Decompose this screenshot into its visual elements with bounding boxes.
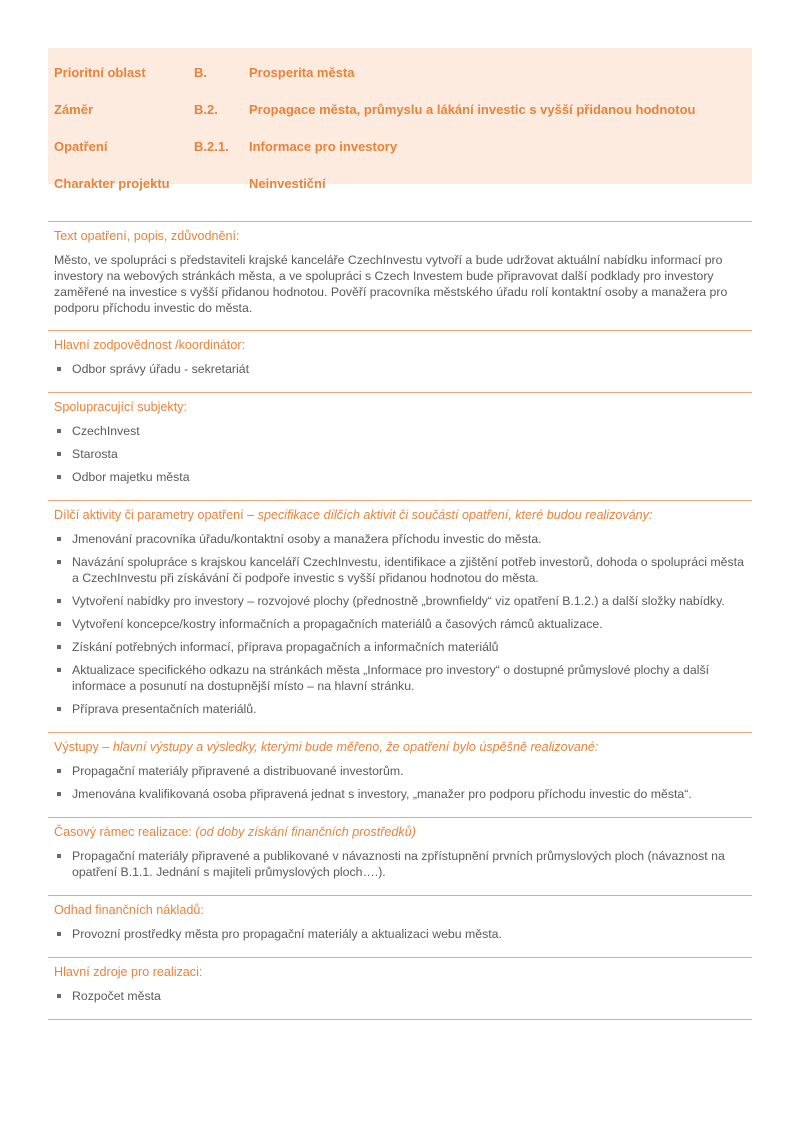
section-title [54,824,746,840]
list-item [54,616,746,632]
bullet-icon [57,429,61,433]
bullet-icon [57,537,61,541]
header-label: Záměr [54,102,94,117]
section-title-main: Dílčí aktivity či parametry opatření [54,508,244,522]
list-item [54,446,746,462]
list-item [54,469,746,485]
section-outputs [48,732,752,817]
bullet-list [54,423,746,485]
list-item-text: Starosta [72,447,118,461]
list-item-text: Příprava presentačních materiálů. [72,702,257,716]
header-label: Charakter projektu [54,176,170,191]
list-item-text: Aktualizace specifického odkazu na stránkách města „Informace pro investory“ o dostupné průmyslové plochy a další informace a posunutí na dostupnější místo – na hlavní stránku. [72,663,710,693]
section-activities [48,500,752,732]
header-row-intent [48,91,752,128]
list-item-text: Provozní prostředky města pro propagační materiály a aktualizaci webu města. [72,927,502,941]
list-item-text: Odbor majetku města [72,470,190,484]
section-title [54,739,746,755]
section-body-text: Město, ve spolupráci s představiteli krajské kanceláře CzechInvestu vytvoří a bude udržovat aktuální nabídku informací pro investory na webových stránkách města, a ve spolupráci s Czech Investem bude připravovat další podklady pro investory zaměřené na investice s vyšší přidanou hodnotou. Pověří pracovníka městského úřadu rolí kontaktní osoby a manažera pro podporu příchodu investic do města. [54,253,728,315]
list-item [54,926,746,942]
bullet-icon [57,599,61,603]
project-header-box [48,48,752,191]
header-row-measure [48,128,752,165]
header-value: Prosperita města [249,65,355,80]
list-item [54,701,746,717]
header-label: Opatření [54,139,108,154]
bullet-icon [57,622,61,626]
section-partners [48,392,752,500]
section-funding-sources [48,957,752,1020]
list-item [54,531,746,547]
list-item [54,639,746,655]
section-title-main: Časový rámec realizace: [54,825,192,839]
list-item-text: Získání potřebných informací, příprava propagačních a informačních materiálů [72,640,499,654]
list-item-text: Rozpočet města [72,989,161,1003]
header-value: Neinvestiční [249,176,326,191]
section-title: Spolupracující subjekty: [54,400,188,414]
bullet-list [54,531,746,717]
bullet-icon [57,792,61,796]
section-title: Hlavní zodpovědnost /koordinátor: [54,338,246,352]
list-item-text: Vytvoření koncepce/kostry informačních a propagačních materiálů a časových rámců aktualizace. [72,617,603,631]
list-item-text: Odbor správy úřadu - sekretariát [72,362,250,376]
sections [48,221,752,1020]
list-item [54,554,746,586]
header-value: Informace pro investory [249,139,398,154]
header-value: Propagace města, průmyslu a lákání investic s vyšší přidanou hodnotou [249,102,696,117]
bullet-icon [57,994,61,998]
document-page [48,48,752,1020]
bullet-list [54,763,746,802]
bullet-icon [57,932,61,936]
header-code: B.2. [194,102,218,117]
list-item-text: CzechInvest [72,424,140,438]
bullet-icon [57,707,61,711]
list-item-text: Propagační materiály připravené a distribuované investorům. [72,764,404,778]
bullet-icon [57,475,61,479]
list-item-text: Navázání spolupráce s krajskou kanceláří CzechInvestu, identifikace a zjištění potřeb investorů, dohoda o spolupráci města a CzechInvestu při získávání či podpoře investic s vyšší přidanou hodnotou do města. [72,555,744,585]
bullet-icon [57,452,61,456]
bullet-icon [57,560,61,564]
section-title: Hlavní zdroje pro realizaci: [54,965,203,979]
section-title: Odhad finančních nákladů: [54,903,204,917]
list-item [54,988,746,1004]
section-responsibility [48,330,752,392]
list-item [54,763,746,779]
bullet-list [54,848,746,880]
list-item [54,848,746,880]
bullet-icon [57,854,61,858]
header-code: B. [194,65,207,80]
bullet-list [54,361,746,377]
section-title-main: Výstupy [54,740,99,754]
section-title: Text opatření, popis, zdůvodnění: [54,229,240,243]
bullet-icon [57,668,61,672]
bullet-list [54,926,746,942]
bullet-list [54,988,746,1004]
list-item-text: Jmenována kvalifikovaná osoba připravená jednat s investory, „manažer pro podporu příchodu investic do města“. [72,787,692,801]
list-item [54,662,746,694]
list-item-text: Vytvoření nabídky pro investory – rozvojové plochy (přednostně „brownfieldy“ viz opatření B.1.2.) a další složky nabídky. [72,594,725,608]
section-title-note: – hlavní výstupy a výsledky, kterými bude měřeno, že opatření bylo úspěšně realizované: [98,740,599,754]
bullet-icon [57,645,61,649]
list-item [54,423,746,439]
list-item [54,593,746,609]
section-title-note: – specifikace dílčích aktivit či součástí opatření, které budou realizovány: [243,508,653,522]
list-item [54,361,746,377]
section-costs [48,895,752,957]
header-label: Prioritní oblast [54,65,146,80]
list-item-text: Jmenování pracovníka úřadu/kontaktní osoby a manažera příchodu investic do města. [72,532,542,546]
bullet-icon [57,769,61,773]
section-timeframe [48,817,752,895]
header-row-project-character [48,165,752,202]
header-row-priority-area [48,54,752,91]
section-description [48,221,752,330]
bullet-icon [57,367,61,371]
section-title [54,507,746,523]
list-item [54,786,746,802]
header-code: B.2.1. [194,139,229,154]
section-title-note: (od doby získání finančních prostředků) [191,825,416,839]
list-item-text: Propagační materiály připravené a publikované v návaznosti na zpřístupnění prvních průmyslových ploch (návaznost na opatření B.1.1. Jednání s majiteli průmyslových ploch….). [72,849,725,879]
